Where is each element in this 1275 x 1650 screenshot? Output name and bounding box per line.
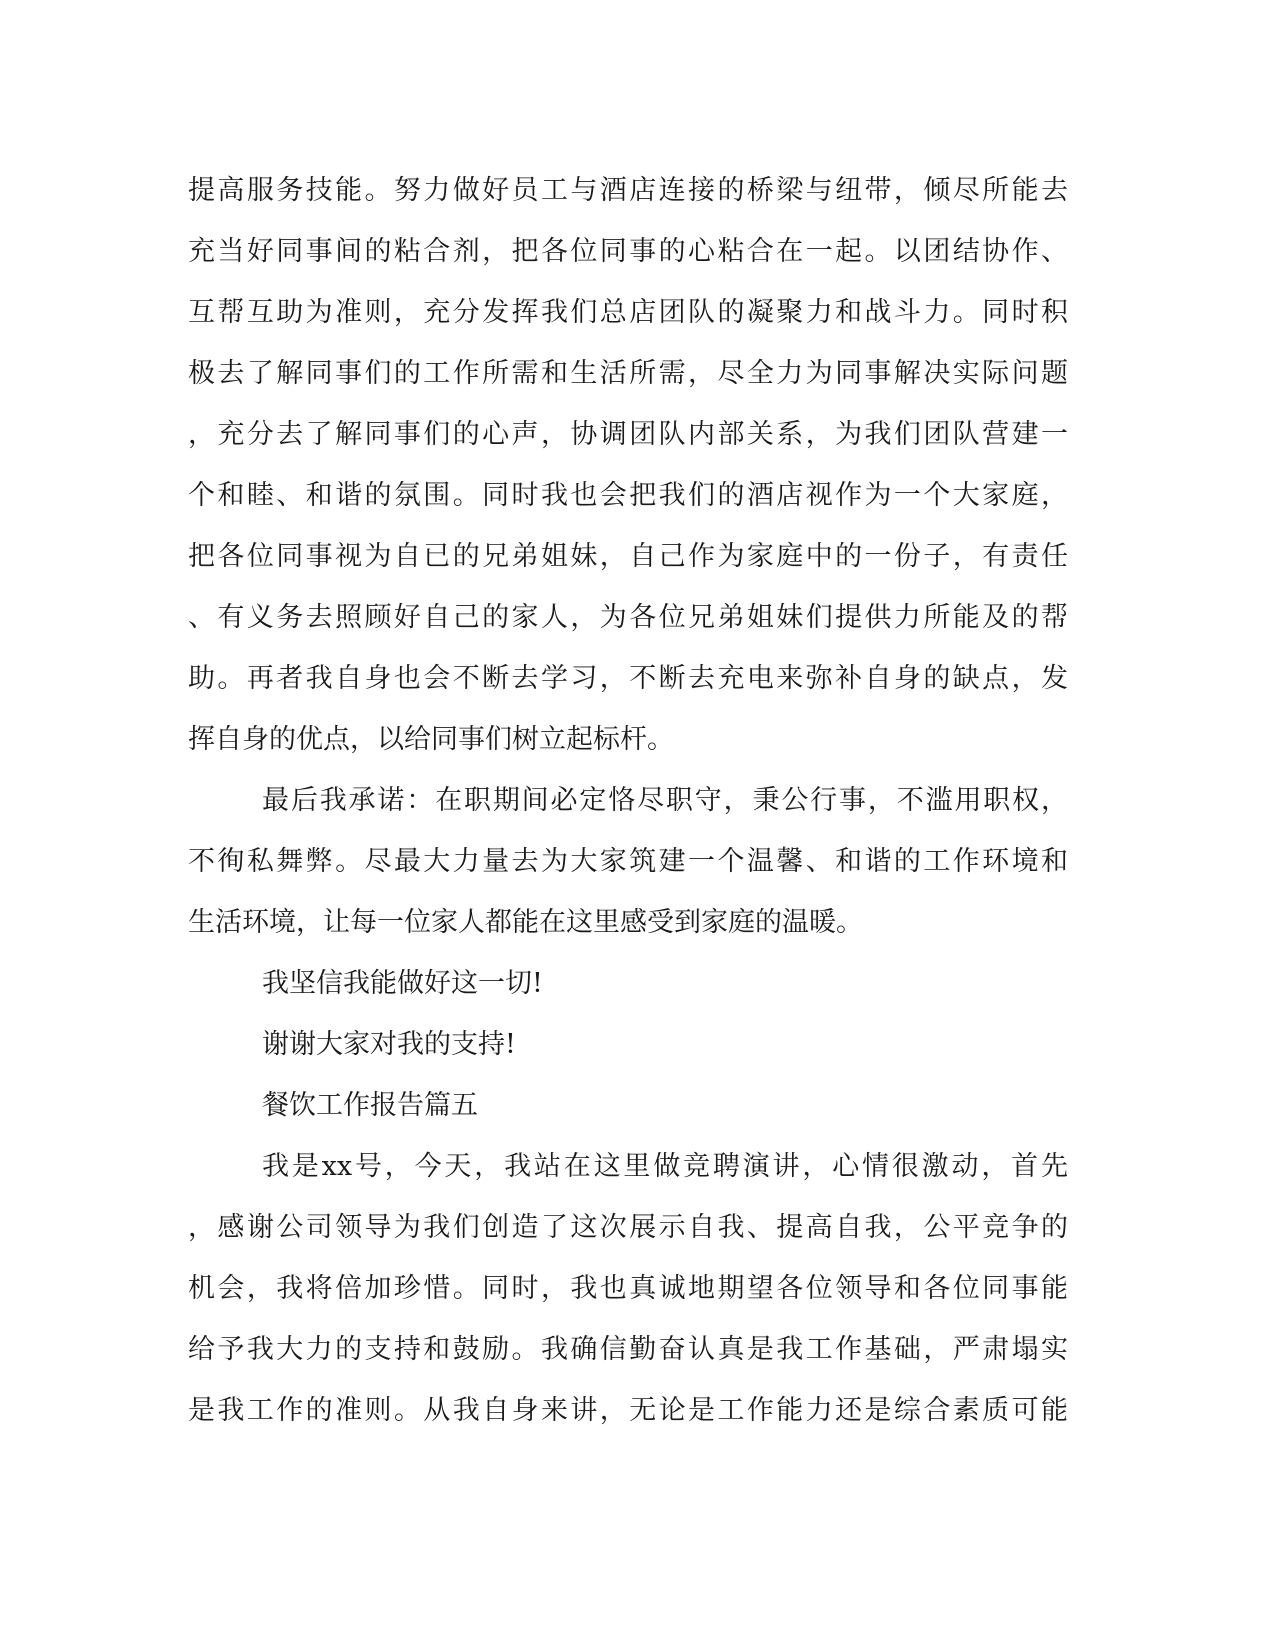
text-line: 机会，我将倍加珍惜。同时，我也真诚地期望各位领导和各位同事能	[188, 1273, 1068, 1304]
paragraph-first-line: 我坚信我能做好这一切!	[262, 968, 543, 999]
text-line: 生活环境，让每一位家人都能在这里感受到家庭的温暖。	[188, 907, 863, 938]
text-line: 助。再者我自身也会不断去学习，不断去充电来弥补自身的缺点，发	[188, 663, 1068, 694]
paragraph-first-line: 我是xx号，今天，我站在这里做竞聘演讲，心情很激动，首先	[262, 1151, 1068, 1182]
text-line: ，感谢公司领导为我们创造了这次展示自我、提高自我，公平竞争的	[188, 1212, 1068, 1243]
text-line: ，充分去了解同事们的心声，协调团队内部关系，为我们团队营建一	[188, 419, 1068, 450]
text-line: 把各位同事视为自已的兄弟姐妹，自己作为家庭中的一份子，有责任	[188, 541, 1068, 572]
paragraph-first-line: 谢谢大家对我的支持!	[262, 1029, 516, 1060]
section-heading: 餐饮工作报告篇五	[262, 1090, 478, 1121]
text-line: 个和睦、和谐的氛围。同时我也会把我们的酒店视作为一个大家庭，	[188, 480, 1068, 511]
text-line: 互帮互助为准则，充分发挥我们总店团队的凝聚力和战斗力。同时积	[188, 297, 1068, 328]
text-line: 提高服务技能。努力做好员工与酒店连接的桥梁与纽带，倾尽所能去	[188, 175, 1068, 206]
text-line: 给予我大力的支持和鼓励。我确信勤奋认真是我工作基础，严肃塌实	[188, 1334, 1068, 1365]
paragraph-first-line: 最后我承诺：在职期间必定恪尽职守，秉公行事，不滥用职权，	[262, 785, 1068, 816]
text-line: 极去了解同事们的工作所需和生活所需，尽全力为同事解决实际问题	[188, 358, 1068, 389]
text-line: 充当好同事间的粘合剂，把各位同事的心粘合在一起。以团结协作、	[188, 236, 1068, 267]
text-line: 挥自身的优点，以给同事们树立起标杆。	[188, 724, 674, 755]
text-line: 是我工作的准则。从我自身来讲，无论是工作能力还是综合素质可能	[188, 1395, 1068, 1426]
text-line: 、有义务去照顾好自己的家人，为各位兄弟姐妹们提供力所能及的帮	[188, 602, 1068, 633]
text-line: 不徇私舞弊。尽最大力量去为大家筑建一个温馨、和谐的工作环境和	[188, 846, 1068, 877]
body-text	[188, 160, 1068, 1441]
